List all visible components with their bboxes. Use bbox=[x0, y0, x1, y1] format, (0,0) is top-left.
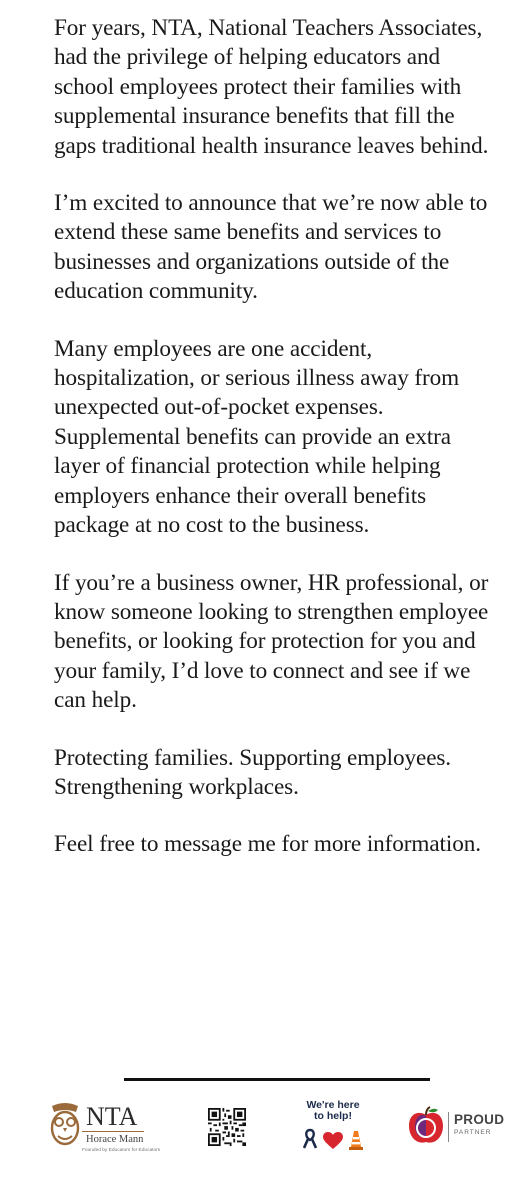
nta-tagline: Founded by Educators for Educators bbox=[82, 1148, 161, 1153]
horace-mann-text: Horace Mann bbox=[86, 1134, 144, 1145]
partner-divider bbox=[448, 1112, 449, 1142]
nta-divider bbox=[82, 1131, 144, 1132]
partner-text: PARTNER bbox=[454, 1129, 492, 1136]
paragraph-need: Many employees are one accident, hospitalization, or serious illness away from unexpected out-of-pocket expenses. Supplemental benefits can provide an extra layer of financial protection while helping employers enhance their overall benefits package at no cost to the business. bbox=[54, 335, 460, 539]
paragraph-slogan: Protecting families. Supporting employees. Strengthening workplaces. bbox=[54, 744, 452, 800]
paragraph-announcement: I’m excited to announce that we’re now able to extend these same benefits and services to businesses and organizations outside of the education community. bbox=[54, 190, 488, 305]
owl-icon bbox=[46, 1102, 84, 1148]
help-badge bbox=[298, 1100, 368, 1160]
proud-partner-logo bbox=[408, 1102, 505, 1152]
footer-logos bbox=[0, 1090, 513, 1200]
awareness-ribbon-icon bbox=[303, 1128, 317, 1150]
paragraph-cta: Feel free to message me for more information. bbox=[54, 831, 481, 858]
nta-wordmark: NTA bbox=[86, 1102, 138, 1131]
traffic-cone-icon bbox=[349, 1130, 363, 1150]
heart-icon bbox=[323, 1132, 343, 1150]
apple-icon bbox=[408, 1106, 444, 1146]
nta-horace-mann-logo bbox=[46, 1100, 161, 1164]
qr-code-icon bbox=[208, 1108, 246, 1146]
help-badge-line1: We're here bbox=[306, 1099, 360, 1111]
document-body bbox=[54, 14, 494, 860]
help-badge-line2: to help! bbox=[314, 1110, 352, 1122]
paragraph-audience: If you’re a business owner, HR professional, or know someone looking to strengthen employee benefits, or looking for protection for you and your family, I’d love to connect and see if we can help. bbox=[54, 569, 489, 714]
paragraph-intro: For years, NTA, National Teachers Associates, had the privilege of helping educators and school employees protect their families with supplemental insurance benefits that fill the gaps traditional health insurance leaves behind. bbox=[54, 15, 489, 159]
signature-underline bbox=[124, 1078, 430, 1081]
proud-text: PROUD bbox=[454, 1112, 505, 1127]
